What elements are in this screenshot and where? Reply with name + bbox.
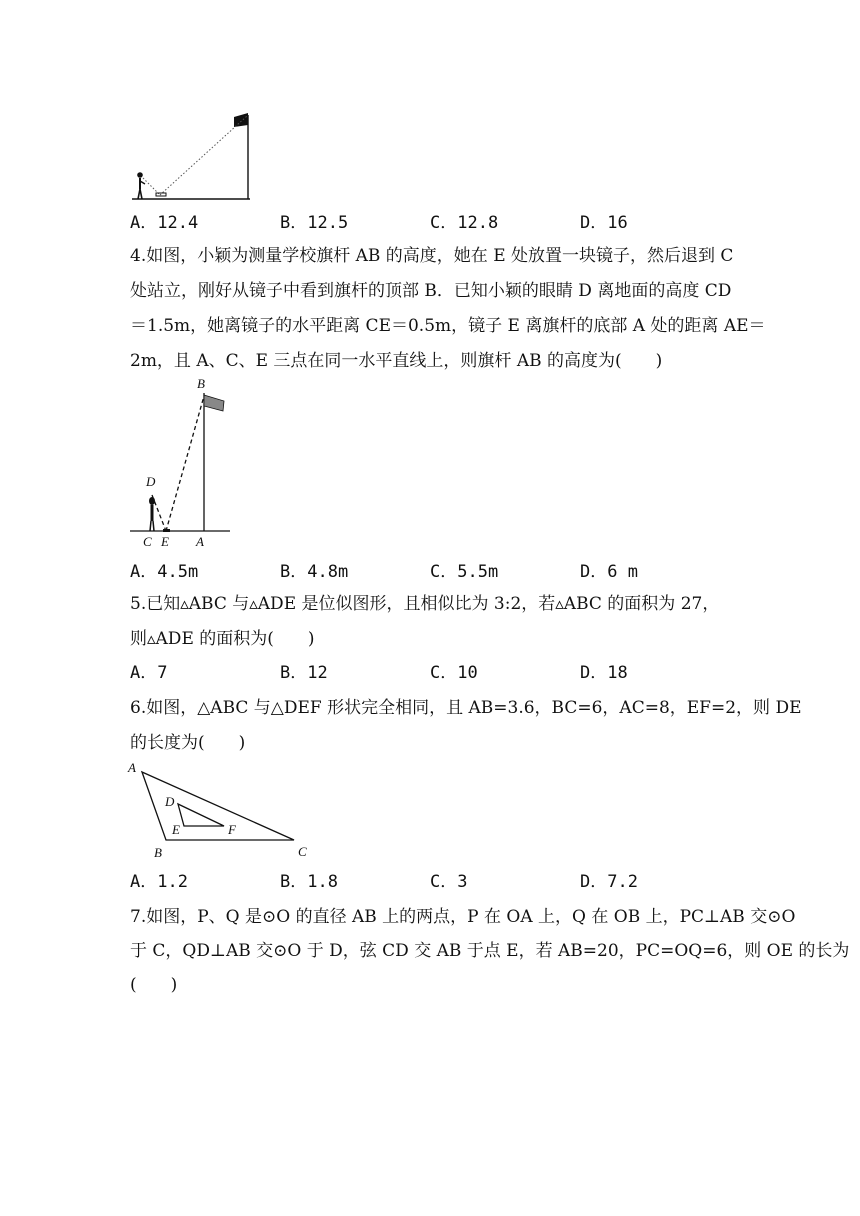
q5-stem-line-1: 5.已知▵ABC 与▵ADE 是位似图形，且相似比为 3:2，若▵ABC 的面积为 27， — [130, 594, 720, 614]
q5-option-c[interactable]: C．10 — [430, 663, 478, 683]
q4-label-e: E — [161, 534, 169, 549]
flagpole-mirror-figure — [130, 105, 260, 205]
q4-label-b: B — [197, 376, 205, 391]
q4-stem-line-3: ＝1.5m，她离镜子的水平距离 CE＝0.5m，镜子 E 离旗杆的底部 A 处的距离 AE＝ — [130, 316, 766, 336]
q6-stem-line-1: 6.如图，△ABC 与△DEF 形状完全相同，且 AB=3.6，BC=6，AC=8，EF=2，则 DE — [130, 698, 802, 718]
q5-option-a[interactable]: A．7 — [130, 663, 168, 683]
q6-option-b[interactable]: B．1.8 — [280, 872, 338, 892]
q4-option-d[interactable]: D．6 m — [580, 562, 638, 582]
q4-stem-line-4: 2m，且 A、C、E 三点在同一水平直线上，则旗杆 AB 的高度为( ) — [130, 351, 663, 371]
q4-label-c: C — [143, 534, 152, 549]
q3-option-c[interactable]: C．12.8 — [430, 213, 499, 233]
q6-stem-line-2: 的长度为( ) — [130, 733, 246, 753]
q4-option-c[interactable]: C．5.5m — [430, 562, 499, 582]
q7-stem-line-1: 7.如图，P、Q 是⊙O 的直径 AB 上的两点，P 在 OA 上，Q 在 OB 上，PC⊥AB 交⊙O — [130, 907, 796, 927]
q4-stem-line-1: 4.如图，小颖为测量学校旗杆 AB 的高度，她在 E 处放置一块镜子，然后退到 C — [130, 246, 734, 266]
q7-stem-line-2: 于 C，QD⊥AB 交⊙O 于 D，弦 CD 交 AB 于点 E，若 AB=20，PC=OQ=6，则 OE 的长为 — [130, 941, 850, 961]
q5-option-b[interactable]: B．12 — [280, 663, 328, 683]
q4-stem-line-2: 处站立，刚好从镜子中看到旗杆的顶部 B．已知小颖的眼睛 D 离地面的高度 CD — [130, 281, 732, 301]
q4-option-b[interactable]: B．4.8m — [280, 562, 349, 582]
q3-option-d[interactable]: D．16 — [580, 213, 628, 233]
q4-label-a: A — [196, 534, 204, 549]
q5-option-d[interactable]: D．18 — [580, 663, 628, 683]
q6-label-d: D — [165, 794, 175, 809]
q6-option-c[interactable]: C．3 — [430, 872, 468, 892]
q7-stem-line-3: ( ) — [130, 975, 178, 995]
q6-label-f: F — [228, 822, 236, 837]
q6-label-e: E — [172, 822, 180, 837]
q6-label-b: B — [154, 845, 162, 860]
q6-option-a[interactable]: A．1.2 — [130, 872, 188, 892]
q3-option-a[interactable]: A．12.4 — [130, 213, 199, 233]
q5-stem-line-2: 则▵ADE 的面积为( ) — [130, 629, 315, 649]
q4-option-a[interactable]: A．4.5m — [130, 562, 199, 582]
q6-triangles-figure — [126, 760, 316, 860]
q4-label-d: D — [146, 474, 156, 489]
q4-mirror-figure — [128, 375, 238, 550]
q6-option-d[interactable]: D．7.2 — [580, 872, 638, 892]
q6-label-a: A — [128, 760, 136, 775]
q6-label-c: C — [298, 844, 307, 859]
q3-option-b[interactable]: B．12.5 — [280, 213, 349, 233]
